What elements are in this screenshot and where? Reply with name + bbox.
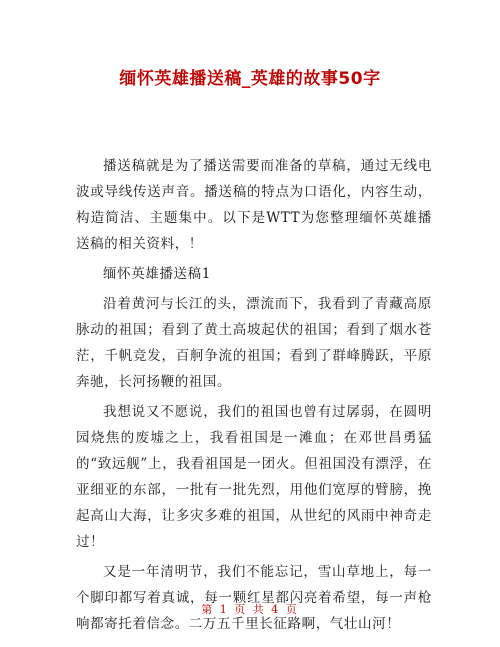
intro-paragraph: 播送稿就是为了播送需要而准备的草稿，通过无线电波或导线传送声音。播送稿的特点为口语化，内容生动，构造简洁、主题集中。以下是WTT为您整理缅怀英雄播送稿的相关资料，！ [76,158,432,252]
document-body [76,153,432,637]
page-footer: 第 1 页 共 4 页 [201,603,299,616]
body-paragraph: 我想说又不愿说，我们的祖国也曾有过孱弱，在圆明园烧焦的废墟之上，我看祖国是一滩血；在邓世昌勇猛的“致远舰”上，我看祖国是一团火。但祖国没有漂浮，在亚细亚的东部，一批有一批先烈，用他们宽厚的臂膀，挽起高山大海，让多灾多难的祖国，从世纪的风雨中神奇走过！ [76,404,432,550]
section-heading: 缅怀英雄播送稿1 [103,266,211,282]
body-paragraph: 又是一年清明节，我们不能忘记，雪山草地上，每一个脚印都写着真诚，每一颗红星都闪亮着希望，每一声枪响都寄托着信念。二万五千里长征路啊，气壮山河！ [76,564,432,632]
body-paragraph: 沿着黄河与长江的头，漂流而下，我看到了青藏高原脉动的祖国；看到了黄土高坡起伏的祖国；看到了烟水苍茫，千帆竞发，百舸争流的祖国；看到了群峰腾跃，平原奔驰，长河扬鞭的祖国。 [76,296,432,390]
document-title: 缅怀英雄播送稿_英雄的故事50字 [119,69,381,89]
